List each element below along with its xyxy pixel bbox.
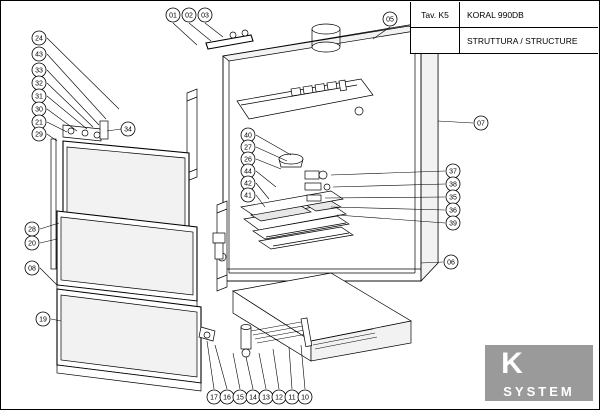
balloon-14 — [246, 390, 260, 404]
title-block-row-section — [411, 27, 598, 53]
balloon-label: 38 — [449, 181, 457, 189]
title-block — [410, 2, 598, 54]
balloon-label: 10 — [301, 394, 309, 402]
title-block-row-model — [411, 2, 598, 27]
tav-label-spacer — [411, 28, 460, 53]
cabinet-body — [206, 23, 438, 281]
balloon-label: 05 — [386, 16, 394, 24]
balloon-label: 02 — [185, 12, 193, 20]
balloon-38 — [446, 177, 460, 191]
balloon-06 — [444, 255, 458, 269]
balloon-label: 31 — [35, 93, 43, 101]
balloon-15 — [233, 390, 247, 404]
model-label: KORAL 990DB — [467, 9, 524, 20]
balloon-13 — [259, 390, 273, 404]
balloon-label: 27 — [244, 144, 252, 152]
balloon-label: 08 — [28, 265, 36, 273]
balloon-label: 32 — [35, 80, 43, 88]
balloon-label: 37 — [449, 168, 457, 176]
logo-wordmark: SYSTEM — [485, 383, 593, 401]
balloon-30 — [32, 102, 46, 116]
balloon-02 — [182, 8, 196, 22]
balloon-label: 40 — [244, 132, 252, 140]
balloon-20 — [25, 236, 39, 250]
balloon-label: 26 — [244, 156, 252, 164]
balloon-label: 39 — [449, 220, 457, 228]
logo-mark: K — [501, 347, 523, 380]
tav-label: Tav. K5 — [411, 2, 460, 27]
balloon-29 — [32, 127, 46, 141]
balloon-24 — [32, 31, 46, 45]
balloon-07 — [474, 116, 488, 130]
balloon-label: 30 — [35, 106, 43, 114]
balloon-01 — [166, 8, 180, 22]
balloon-11 — [285, 390, 299, 404]
balloon-label: 33 — [35, 67, 43, 75]
section-label: STRUTTURA / STRUCTURE — [467, 35, 578, 46]
balloon-41 — [241, 188, 255, 202]
balloon-label: 06 — [447, 259, 455, 267]
balloon-label: 35 — [449, 194, 457, 202]
left-door-lower — [57, 289, 201, 391]
balloon-35 — [446, 190, 460, 204]
balloon-37 — [446, 164, 460, 178]
balloon-label: 11 — [288, 394, 296, 402]
balloon-10 — [298, 390, 312, 404]
balloon-12 — [272, 390, 286, 404]
balloon-05 — [383, 12, 397, 26]
balloon-label: 07 — [477, 120, 485, 128]
balloon-label: 41 — [244, 192, 252, 200]
balloon-33 — [32, 63, 46, 77]
balloon-label: 24 — [35, 35, 43, 43]
balloon-label: 12 — [275, 394, 283, 402]
balloon-label: 36 — [449, 207, 457, 215]
balloon-label: 14 — [249, 394, 257, 402]
balloon-label: 13 — [262, 394, 270, 402]
balloon-label: 29 — [35, 131, 43, 139]
balloon-label: 28 — [28, 226, 36, 234]
balloon-label: 21 — [35, 119, 43, 127]
balloon-32 — [32, 76, 46, 90]
balloon-34 — [121, 122, 135, 136]
balloon-label: 16 — [223, 394, 231, 402]
balloon-08 — [25, 261, 39, 275]
balloon-label: 43 — [35, 51, 43, 59]
balloon-43 — [32, 47, 46, 61]
balloon-36 — [446, 203, 460, 217]
balloon-label: 44 — [244, 168, 252, 176]
balloon-label: 42 — [244, 180, 252, 188]
balloon-label: 19 — [39, 316, 47, 324]
balloon-19 — [36, 312, 50, 326]
balloon-label: 03 — [201, 12, 209, 20]
balloon-17 — [207, 390, 221, 404]
balloon-28 — [25, 222, 39, 236]
balloon-label: 34 — [124, 126, 132, 134]
balloon-31 — [32, 89, 46, 103]
balloon-label: 01 — [169, 12, 177, 20]
balloon-label: 20 — [28, 240, 36, 248]
balloon-label: 17 — [210, 394, 218, 402]
balloon-03 — [198, 8, 212, 22]
balloon-16 — [220, 390, 234, 404]
brand-logo — [485, 345, 593, 401]
balloon-39 — [446, 216, 460, 230]
balloon-label: 15 — [236, 394, 244, 402]
